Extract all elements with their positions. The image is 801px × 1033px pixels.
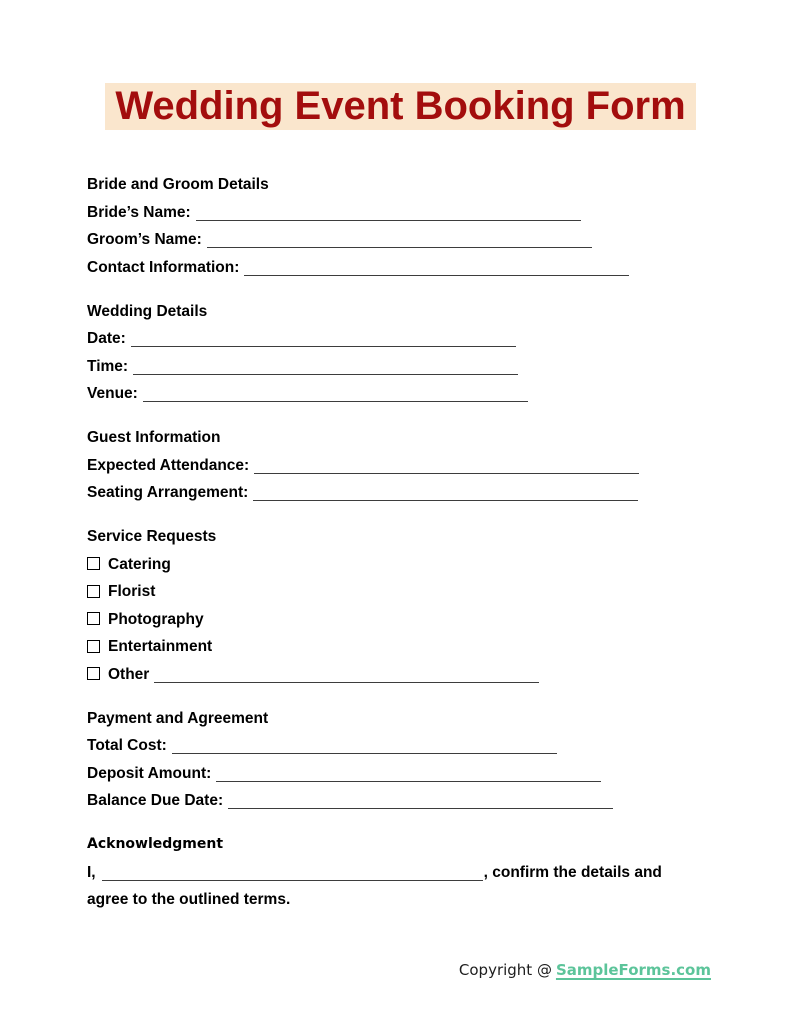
checkbox-row	[87, 578, 713, 606]
acknowledgment-sentence	[87, 859, 713, 887]
field-row	[87, 452, 713, 480]
seating-arrangement-label: Seating Arrangement:	[87, 484, 249, 501]
grooms-name-line[interactable]	[207, 247, 592, 248]
field-row	[87, 254, 713, 282]
section-bride-and-groom-details	[87, 171, 713, 281]
balance-due-date-label: Balance Due Date:	[87, 792, 224, 809]
date-label: Date:	[87, 330, 126, 347]
section-heading-bride-and-groom: Bride and Groom Details	[87, 176, 269, 193]
field-row	[87, 226, 713, 254]
catering-checkbox[interactable]	[87, 557, 100, 570]
field-row	[87, 380, 713, 408]
time-label: Time:	[87, 357, 129, 375]
field-row	[87, 732, 713, 760]
other-line[interactable]	[154, 682, 539, 683]
total-cost-label: Total Cost:	[87, 737, 167, 754]
entertainment-checkbox[interactable]	[87, 640, 100, 653]
section-guest-information	[87, 424, 713, 507]
field-row	[87, 353, 713, 381]
page-title: Wedding Event Booking Form	[105, 83, 695, 130]
title-banner	[0, 0, 801, 130]
other-label: Other	[108, 665, 150, 683]
brides-name-line[interactable]	[196, 220, 581, 221]
total-cost-line[interactable]	[172, 753, 557, 754]
florist-checkbox[interactable]	[87, 585, 100, 598]
section-payment-and-agreement	[87, 705, 713, 815]
acknowledgment-name-line[interactable]	[102, 880, 483, 881]
sampleforms-link[interactable]: SampleForms.com	[555, 961, 711, 979]
field-row	[87, 325, 713, 353]
section-heading-payment-and-agreement: Payment and Agreement	[87, 709, 269, 727]
venue-label: Venue:	[87, 385, 138, 402]
footer	[459, 961, 711, 979]
section-service-requests	[87, 523, 713, 688]
section-wedding-details	[87, 298, 713, 408]
grooms-name-label: Groom’s Name:	[87, 231, 202, 248]
seating-arrangement-line[interactable]	[253, 500, 638, 501]
catering-label: Catering	[108, 555, 171, 573]
field-row	[87, 479, 713, 507]
copyright-text: Copyright @	[458, 961, 552, 979]
acknowledgment-suffix: , confirm the details and	[483, 863, 662, 881]
form-body	[87, 171, 713, 914]
photography-checkbox[interactable]	[87, 612, 100, 625]
florist-label: Florist	[108, 583, 156, 600]
deposit-amount-label: Deposit Amount:	[87, 764, 212, 782]
contact-information-line[interactable]	[244, 275, 629, 276]
field-row	[87, 787, 713, 815]
section-heading-guest-information: Guest Information	[87, 429, 221, 446]
other-checkbox[interactable]	[87, 667, 100, 680]
checkbox-row	[87, 606, 713, 634]
photography-label: Photography	[108, 610, 204, 628]
date-line[interactable]	[131, 346, 516, 347]
expected-attendance-line[interactable]	[254, 473, 639, 474]
checkbox-row	[87, 633, 713, 661]
section-heading-wedding-details: Wedding Details	[87, 302, 208, 320]
acknowledgment-line2: agree to the outlined terms.	[87, 891, 291, 908]
venue-line[interactable]	[143, 401, 528, 402]
field-row	[87, 199, 713, 227]
deposit-amount-line[interactable]	[216, 781, 601, 782]
expected-attendance-label: Expected Attendance:	[87, 456, 250, 474]
entertainment-label: Entertainment	[108, 638, 213, 655]
brides-name-label: Bride’s Name:	[87, 203, 191, 221]
balance-due-date-line[interactable]	[228, 808, 613, 809]
section-heading-acknowledgment: Acknowledgment	[87, 836, 224, 852]
section-heading-service-requests: Service Requests	[87, 528, 217, 545]
time-line[interactable]	[133, 374, 518, 375]
contact-information-label: Contact Information:	[87, 258, 240, 276]
field-row	[87, 760, 713, 788]
checkbox-row	[87, 661, 713, 689]
section-acknowledgment	[87, 831, 713, 914]
acknowledgment-prefix: I,	[87, 863, 96, 881]
checkbox-row	[87, 551, 713, 579]
